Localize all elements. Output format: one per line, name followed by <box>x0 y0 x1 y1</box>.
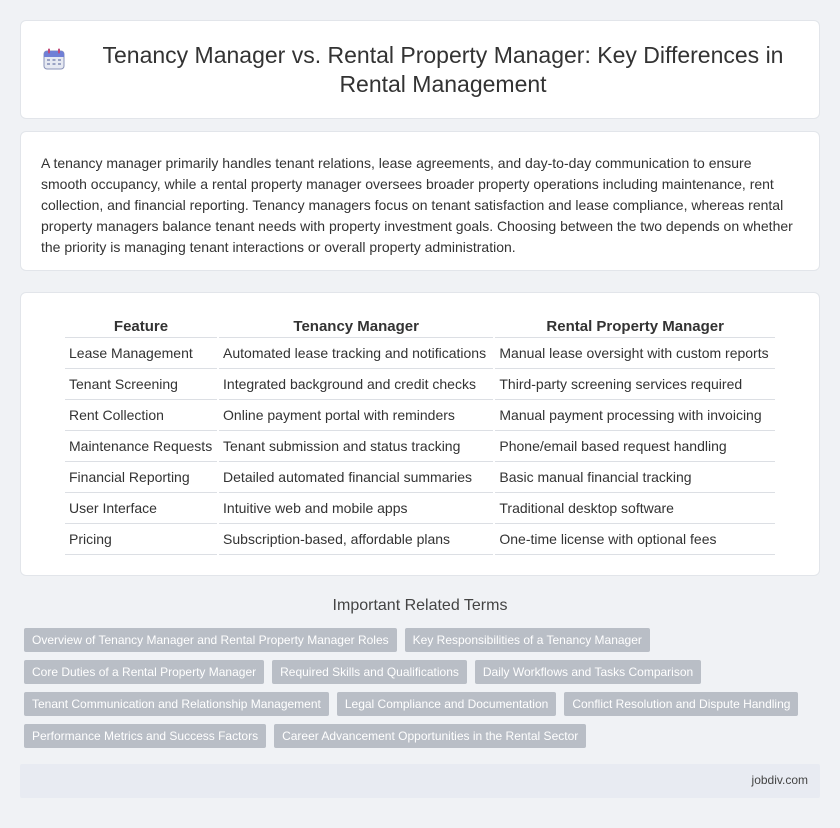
rental-cell: Phone/email based request handling <box>495 431 775 462</box>
feature-cell: Tenant Screening <box>65 369 217 400</box>
intro-paragraph: A tenancy manager primarily handles tenant relations, lease agreements, and day-to-day communication to ensure smooth occupancy, while a rental property manager oversees broader property operations including maintenance, rent collection, and financial reporting. Tenancy managers focus on tenant satisfaction and lease compliance, whereas rental property managers balance tenant needs with property investment goals. Choosing between the two depends on whether the priority is managing tenant interactions or overall property administration. <box>41 155 793 255</box>
header-feature: Feature <box>65 315 217 338</box>
header-card <box>20 20 820 119</box>
rental-cell: One-time license with optional fees <box>495 524 775 555</box>
page-title: Tenancy Manager vs. Rental Property Manager: Key Differences in Rental Management <box>102 41 784 97</box>
tenancy-cell: Intuitive web and mobile apps <box>219 493 493 524</box>
feature-cell: User Interface <box>65 493 217 524</box>
header <box>40 41 800 99</box>
footer <box>20 764 820 798</box>
related-term-tag[interactable]: Legal Compliance and Documentation <box>337 692 556 716</box>
intro-card <box>20 131 820 271</box>
rental-cell: Third-party screening services required <box>495 369 775 400</box>
table-row <box>65 462 775 493</box>
feature-cell: Financial Reporting <box>65 462 217 493</box>
calendar-icon <box>42 47 66 71</box>
related-terms-heading: Important Related Terms <box>332 597 508 614</box>
table-row <box>65 524 775 555</box>
related-term-tag[interactable]: Key Responsibilities of a Tenancy Manager <box>405 628 650 652</box>
rental-cell: Manual payment processing with invoicing <box>495 400 775 431</box>
comparison-table <box>63 315 777 555</box>
feature-cell: Lease Management <box>65 338 217 369</box>
related-term-tag[interactable]: Daily Workflows and Tasks Comparison <box>475 660 701 684</box>
rental-cell: Manual lease oversight with custom reports <box>495 338 775 369</box>
feature-cell: Rent Collection <box>65 400 217 431</box>
table-row <box>65 400 775 431</box>
feature-cell: Maintenance Requests <box>65 431 217 462</box>
table-header-row <box>65 315 775 338</box>
related-term-tag[interactable]: Performance Metrics and Success Factors <box>24 724 266 748</box>
related-term-tag[interactable]: Overview of Tenancy Manager and Rental Property Manager Roles <box>24 628 397 652</box>
tenancy-cell: Subscription-based, affordable plans <box>219 524 493 555</box>
related-term-tag[interactable]: Tenant Communication and Relationship Management <box>24 692 329 716</box>
rental-cell: Traditional desktop software <box>495 493 775 524</box>
related-term-tag[interactable]: Career Advancement Opportunities in the Rental Sector <box>274 724 586 748</box>
header-rental-property-manager: Rental Property Manager <box>495 315 775 338</box>
table-row <box>65 493 775 524</box>
table-row <box>65 369 775 400</box>
table-row <box>65 338 775 369</box>
header-tenancy-manager: Tenancy Manager <box>219 315 493 338</box>
related-term-tag[interactable]: Conflict Resolution and Dispute Handling <box>564 692 798 716</box>
tenancy-cell: Automated lease tracking and notifications <box>219 338 493 369</box>
related-terms-list <box>24 628 820 748</box>
related-term-tag[interactable]: Required Skills and Qualifications <box>272 660 467 684</box>
tenancy-cell: Detailed automated financial summaries <box>219 462 493 493</box>
footer-site-link[interactable]: jobdiv.com <box>751 773 808 787</box>
related-term-tag[interactable]: Core Duties of a Rental Property Manager <box>24 660 264 684</box>
tenancy-cell: Online payment portal with reminders <box>219 400 493 431</box>
tenancy-cell: Tenant submission and status tracking <box>219 431 493 462</box>
feature-cell: Pricing <box>65 524 217 555</box>
rental-cell: Basic manual financial tracking <box>495 462 775 493</box>
comparison-card <box>20 292 820 576</box>
table-row <box>65 431 775 462</box>
tenancy-cell: Integrated background and credit checks <box>219 369 493 400</box>
